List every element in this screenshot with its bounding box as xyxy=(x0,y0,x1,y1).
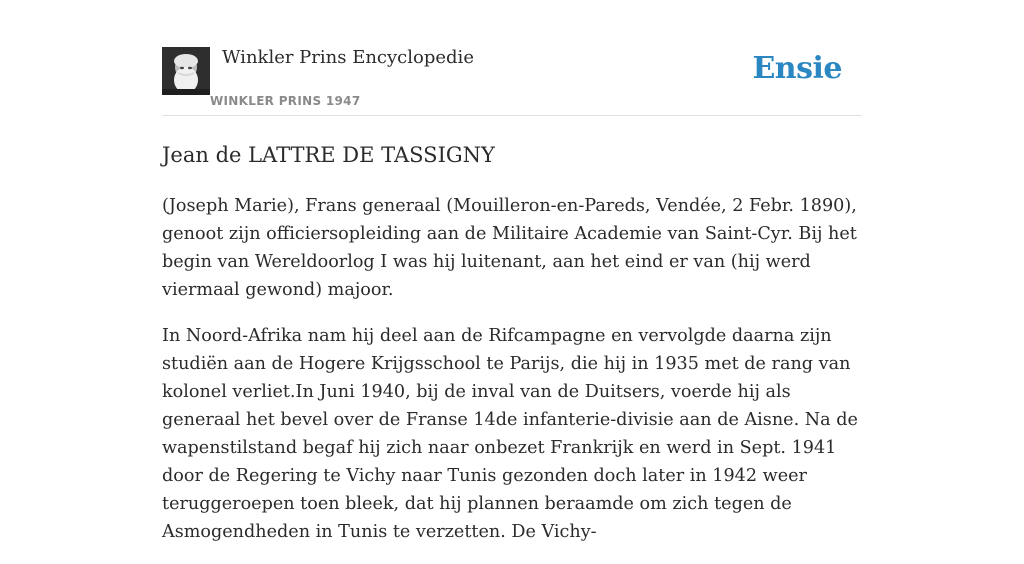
article-header xyxy=(162,0,862,116)
article-paragraph: In Noord-Afrika nam hij deel aan de Rifcampagne en vervolgde daarna zijn studiën aan de Hogere Krijgsschool te Parijs, die hij in 1935 met de rang van kolonel verliet.In Juni 1940, bij de inval van de Duitsers, voerde hij als generaal het bevel over de Franse 14de infanterie-divisie aan de Aisne. Na de wapenstilstand begaf hij zich naar onbezet Frankrijk en werd in Sept. 1941 door de Regering te Vichy naar Tunis gezonden doch later in 1942 weer teruggeroepen toen bleek, dat hij plannen beraamde om zich tegen de Asmogendheden in Tunis te verzetten. De Vichy- xyxy=(162,326,858,542)
article-title: Jean de LATTRE DE TASSIGNY xyxy=(162,143,495,167)
source-name[interactable]: Winkler Prins Encyclopedie xyxy=(222,47,474,68)
bearded-man-portrait-icon xyxy=(162,47,210,95)
brand-logo[interactable]: Ensie xyxy=(752,51,842,86)
author-avatar[interactable] xyxy=(162,47,210,95)
source-edition: WINKLER PRINS 1947 xyxy=(210,94,361,108)
article-body xyxy=(162,192,862,564)
article-paragraph: (Joseph Marie), Frans generaal (Mouilleron-en-Pareds, Vendée, 2 Febr. 1890), genoot zijn officiersopleiding aan de Militaire Academie van Saint-Cyr. Bij het begin van Wereldoorlog I was hij luitenant, aan het eind er van (hij werd viermaal gewond) majoor. xyxy=(162,196,857,300)
page-container xyxy=(162,0,862,542)
